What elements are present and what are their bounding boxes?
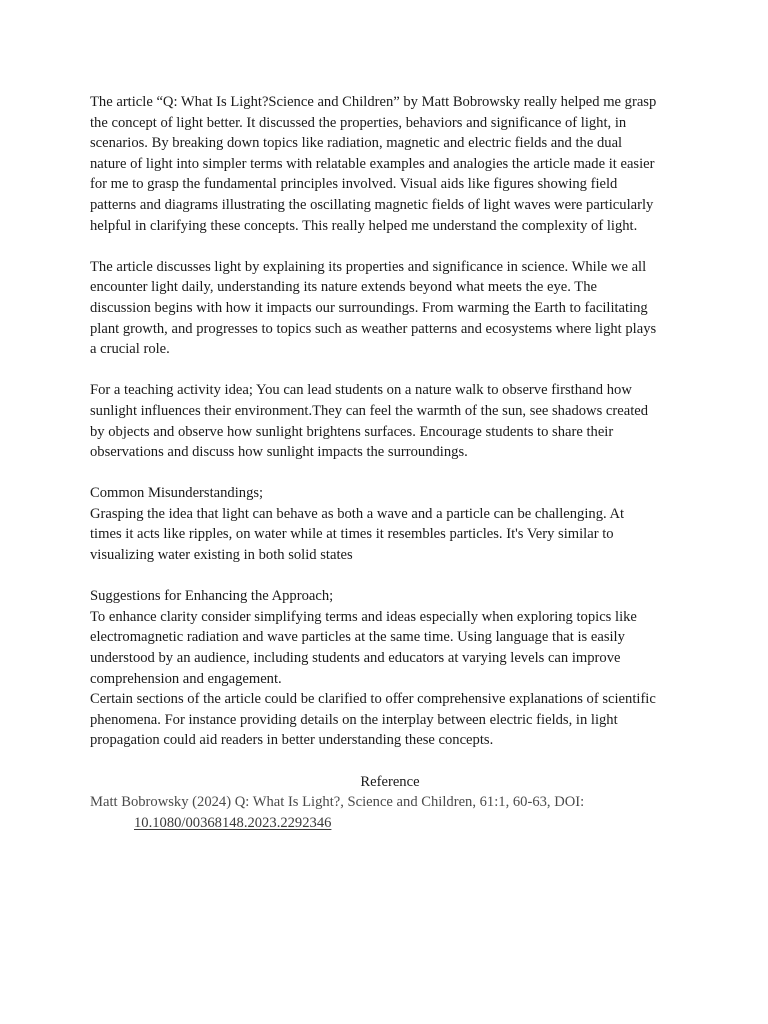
text-line: discussion begins with how it impacts our surroundings. From warming the Earth to facilitating (90, 299, 648, 316)
section-heading: Suggestions for Enhancing the Approach; (90, 588, 334, 605)
text-line: For a teaching activity idea; You can lead students on a nature walk to observe firsthand how (90, 382, 632, 399)
text-line: To enhance clarity consider simplifying terms and ideas especially when exploring topics like (90, 608, 637, 625)
text-line: propagation could aid readers in better understanding these concepts. (90, 732, 494, 749)
text-line: times it acts like ripples, on water while at times it resembles particles. It's Very similar to (90, 526, 614, 543)
text-line: scenarios. By breaking down topics like radiation, magnetic and electric fields and the dual (90, 135, 623, 152)
text-line: for me to grasp the fundamental principles involved. Visual aids like figures showing field (90, 176, 618, 193)
reference-entry: Matt Bobrowsky (2024) Q: What Is Light?, Science and Children, 61:1, 60-63, DOI: (90, 794, 585, 811)
section-heading: Common Misunderstandings; (90, 485, 264, 502)
text-line: by objects and observe how sunlight brightens surfaces. Encourage students to share their (90, 423, 614, 440)
document-page (90, 92, 690, 833)
section-suggestions (90, 586, 690, 751)
text-line: visualizing water existing in both solid states (90, 547, 353, 564)
text-line: patterns and diagrams illustrating the oscillating magnetic fields of light waves were particularly (90, 196, 654, 213)
text-line: Grasping the idea that light can behave as both a wave and a particle can be challenging. At (90, 505, 625, 522)
text-line: observations and discuss how sunlight impacts the surroundings. (90, 444, 468, 461)
text-line: the concept of light better. It discussed the properties, behaviors and significance of light, in (90, 114, 627, 131)
text-line: sunlight influences their environment.They can feel the warmth of the sun, see shadows created (90, 402, 649, 419)
text-line: plant growth, and progresses to topics such as weather patterns and ecosystems where light plays (90, 320, 657, 337)
text-line: The article discusses light by explaining its properties and significance in science. While we all (90, 258, 647, 275)
text-line: helpful in clarifying these concepts. This really helped me understand the complexity of light. (90, 217, 638, 234)
text-line: electromagnetic radiation and wave particles at the same time. Using language that is easily (90, 629, 625, 646)
text-line: phenomena. For instance providing details on the interplay between electric fields, in light (90, 711, 618, 728)
text-line: a crucial role. (90, 341, 170, 358)
section-misunderstandings (90, 483, 690, 565)
text-line: The article “Q: What Is Light?Science and Children” by Matt Bobrowsky really helped me grasp (90, 94, 657, 110)
text-line: understood by an audience, including students and educators at varying levels can improve (90, 650, 621, 667)
reference-section (90, 772, 690, 834)
reference-heading: Reference (360, 773, 420, 790)
paragraph-teaching-activity (90, 380, 690, 462)
doi-link[interactable]: 10.1080/00368148.2023.2292346 (134, 814, 332, 831)
text-line: Certain sections of the article could be clarified to offer comprehensive explanations of scientific (90, 691, 656, 708)
paragraph-article-summary (90, 92, 690, 236)
text-line: encounter light daily, understanding its nature extends beyond what meets the eye. The (90, 279, 597, 296)
paragraph-light-properties (90, 257, 690, 360)
text-line: comprehension and engagement. (90, 670, 282, 687)
text-line: nature of light into simpler terms with relatable examples and analogies the article made it easier (90, 155, 655, 172)
